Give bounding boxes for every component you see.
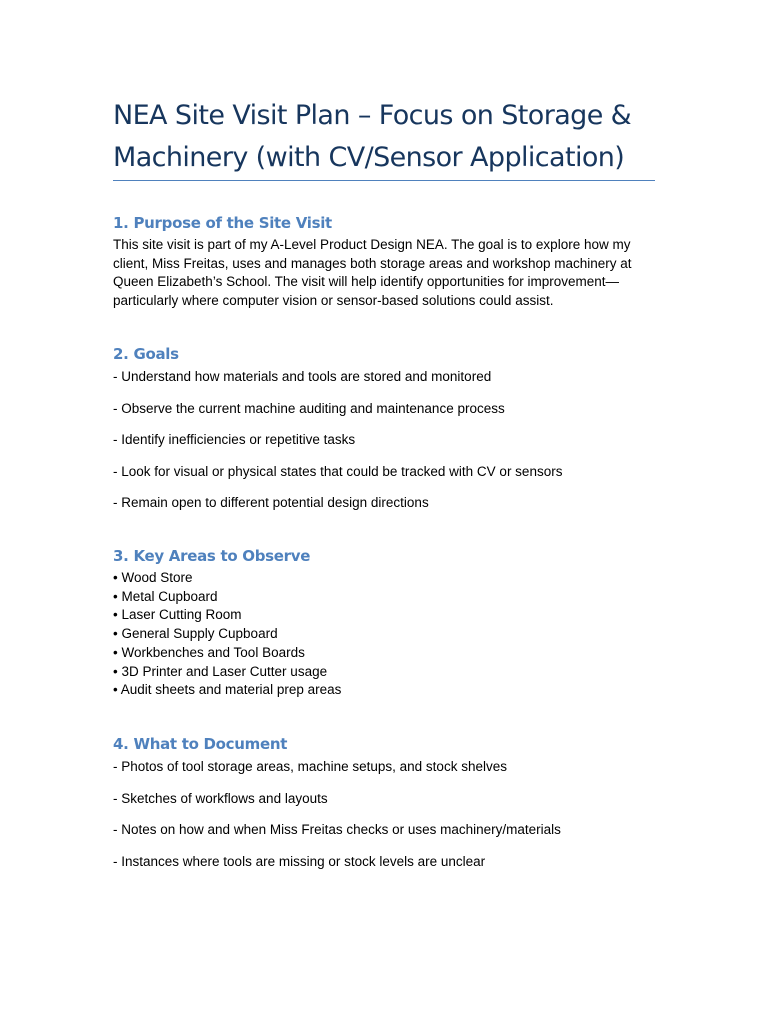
title-underline-divider — [113, 180, 655, 181]
section-heading-key-areas: 3. Key Areas to Observe — [113, 547, 311, 565]
section-heading-purpose: 1. Purpose of the Site Visit — [113, 214, 332, 232]
goal-item: - Look for visual or physical states that could be tracked with CV or sensors — [113, 463, 563, 479]
goal-item: - Understand how materials and tools are stored and monitored — [113, 369, 492, 384]
section-heading-goals: 2. Goals — [113, 345, 179, 363]
area-item: • 3D Printer and Laser Cutter usage — [113, 663, 328, 679]
section-goals — [113, 344, 673, 526]
page-title: NEA Site Visit Plan – Focus on Storage & Machinery (with CV/Sensor Application) — [113, 100, 632, 173]
area-item: • Wood Store — [113, 570, 193, 585]
area-item: • General Supply Cupboard — [113, 626, 278, 642]
area-item: • Audit sheets and material prep areas — [113, 682, 342, 698]
section-what-to-document — [113, 734, 673, 884]
document-item: - Photos of tool storage areas, machine setups, and stock shelves — [113, 759, 507, 774]
goal-item: - Identify inefficiencies or repetitive tasks — [113, 432, 356, 448]
area-item: • Metal Cupboard — [113, 588, 218, 604]
goals-list — [113, 368, 673, 512]
document-item: - Instances where tools are missing or stock levels are unclear — [113, 853, 486, 869]
area-item: • Laser Cutting Room — [113, 607, 242, 623]
key-areas-list — [113, 569, 673, 700]
area-item: • Workbenches and Tool Boards — [113, 644, 305, 660]
document-list — [113, 758, 673, 871]
section-purpose — [113, 213, 673, 311]
goal-item: - Remain open to different potential design directions — [113, 495, 429, 511]
document-item: - Sketches of workflows and layouts — [113, 790, 328, 806]
document-item: - Notes on how and when Miss Freitas checks or uses machinery/materials — [113, 822, 561, 838]
goal-item: - Observe the current machine auditing and maintenance process — [113, 400, 505, 416]
section-key-areas — [113, 546, 673, 700]
purpose-paragraph: This site visit is part of my A-Level Product Design NEA. The goal is to explore how my client, Miss Freitas, uses and manages both storage areas and workshop machinery at Queen Elizabeth’s School. The visit will help identify opportunities for improvement—particularly where computer vision or sensor-based solutions could assist. — [113, 237, 632, 309]
section-heading-what-to-document: 4. What to Document — [113, 735, 288, 753]
